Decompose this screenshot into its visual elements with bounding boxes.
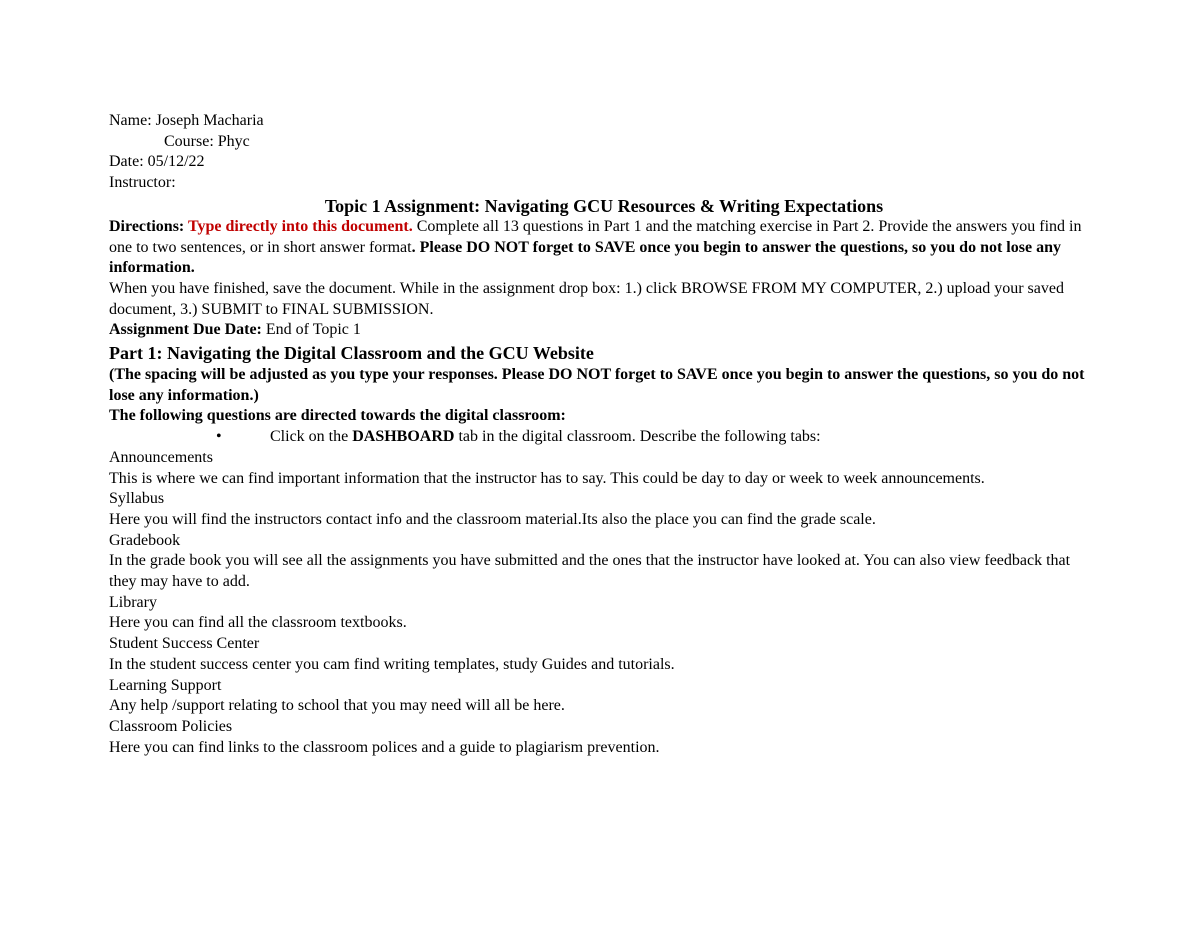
tab-heading-classroom-policies: Classroom Policies bbox=[109, 717, 233, 735]
bullet-item bbox=[109, 427, 1099, 448]
tab-answer-announcements: This is where we can find important information that the instructor has to say. This could be day to day or week to week announcements. bbox=[109, 469, 985, 487]
date-line: Date: 05/12/22 bbox=[109, 153, 205, 171]
document-page bbox=[109, 111, 1099, 758]
directions-label: Directions: bbox=[109, 217, 188, 235]
tab-answer-learning-support: Any help /support relating to school that you may need will all be here. bbox=[109, 697, 565, 715]
assignment-title: Topic 1 Assignment: Navigating GCU Resources & Writing Expectations bbox=[324, 195, 884, 216]
tab-answer-gradebook: In the grade book you will see all the assignments you have submitted and the ones that the instructor have looked at. You can also view feedback that they may have to add. bbox=[109, 552, 1071, 591]
tab-answer-syllabus: Here you will find the instructors contact info and the classroom material.Its also the place you can find the grade scale. bbox=[109, 510, 876, 528]
tab-heading-library: Library bbox=[109, 593, 157, 611]
tab-answer-classroom-policies: Here you can find links to the classroom polices and a guide to plagiarism prevention. bbox=[109, 738, 660, 756]
tab-heading-syllabus: Syllabus bbox=[109, 490, 165, 508]
tab-answer-student-success-center: In the student success center you cam find writing templates, study Guides and tutorials. bbox=[109, 655, 675, 673]
directions-red-text: Type directly into this document. bbox=[187, 217, 413, 235]
due-date-line bbox=[109, 320, 1099, 341]
student-name: Name: Joseph Macharia bbox=[109, 112, 264, 129]
due-date-value: End of Topic 1 bbox=[261, 321, 361, 339]
bullet-bold: DASHBOARD bbox=[352, 428, 455, 446]
finish-instructions: When you have finished, save the document. While in the assignment drop box: 1.) click BROWSE FROM MY COMPUTER, 2.) upload your saved document, 3.) SUBMIT to FINAL SUBMISSION. bbox=[109, 279, 1064, 318]
bullet-icon: • bbox=[216, 428, 222, 446]
bullet-post: tab in the digital classroom. Describe the following tabs: bbox=[454, 428, 821, 446]
bullet-text bbox=[270, 427, 821, 448]
tab-heading-announcements: Announcements bbox=[109, 448, 213, 466]
bullet-pre: Click on the bbox=[270, 428, 353, 446]
tab-heading-student-success-center: Student Success Center bbox=[109, 635, 260, 653]
directions-paragraph bbox=[109, 217, 1099, 279]
tab-answer-library: Here you can find all the classroom textbooks. bbox=[109, 614, 407, 632]
tab-heading-gradebook: Gradebook bbox=[109, 531, 181, 549]
part1-title: Part 1: Navigating the Digital Classroom and the GCU Website bbox=[109, 343, 594, 364]
due-date-label: Assignment Due Date: bbox=[109, 321, 262, 339]
course-line: Course: Phyc bbox=[164, 132, 250, 150]
spacing-note: (The spacing will be adjusted as you type your responses. Please DO NOT forget to SAVE once you begin to answer the questions, so you do not lose any information.) bbox=[109, 366, 1085, 404]
directions-bold-text: . Please DO NOT forget to SAVE once you begin to answer the questions, so you do not lose any information. bbox=[109, 238, 1061, 277]
tab-heading-learning-support: Learning Support bbox=[109, 676, 222, 694]
directions-text: Complete all 13 questions in Part 1 and the matching exercise in Part 2. Provide the answers you find in one to two sentences, or in short answer format bbox=[109, 217, 1082, 256]
instructor-line: Instructor: bbox=[109, 174, 176, 192]
following-heading: The following questions are directed towards the digital classroom: bbox=[109, 407, 566, 425]
